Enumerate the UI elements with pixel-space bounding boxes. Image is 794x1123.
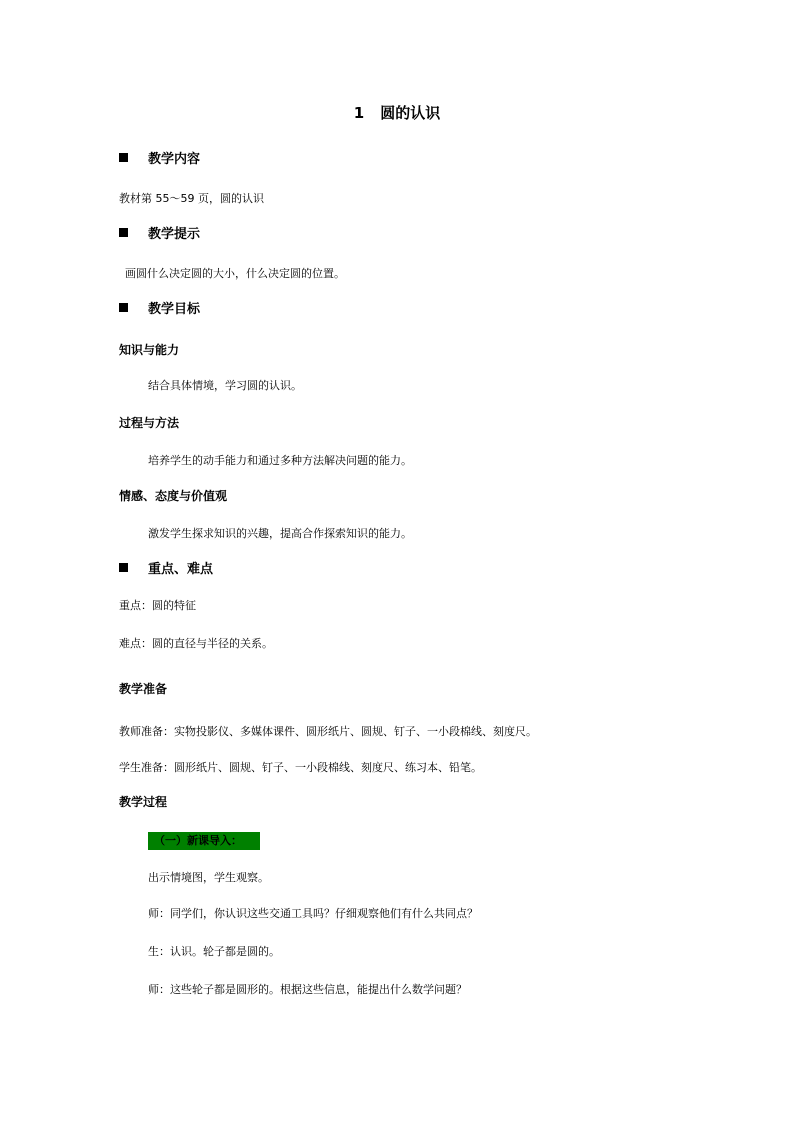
process-line: 出示情境图，学生观察。 [148,871,269,884]
section-heading-keypoints: 重点、难点 [119,563,213,576]
section-heading-hint: 教学提示 [119,228,200,241]
goal-label-attitude: 情感、态度与价值观 [119,489,228,503]
title-number: 1 [353,104,365,122]
square-bullet-icon [119,153,128,162]
goal-text-knowledge: 结合具体情境，学习圆的认识。 [148,379,302,392]
square-bullet-icon [119,303,128,312]
highlighted-step-label: （一）新课导入： [148,832,260,850]
goal-label-process: 过程与方法 [119,416,180,430]
hint-text: 画圆什么决定圆的大小，什么决定圆的位置。 [125,267,345,280]
page-title [0,106,794,121]
section-heading-process: 教学过程 [119,795,168,809]
process-line: 生：认识。轮子都是圆的。 [148,945,280,958]
keypoint-text: 重点：圆的特征 [119,599,196,612]
content-text: 教材第 55～59 页，圆的认识 [119,192,264,205]
student-preparation-text: 学生准备：圆形纸片、圆规、钉子、一小段棉线、刻度尺、练习本、铅笔。 [119,761,482,774]
goal-text-attitude: 激发学生探求知识的兴趣，提高合作探索知识的能力。 [148,527,412,540]
title-text: 圆的认识 [380,104,441,122]
section-heading-goals: 教学目标 [119,303,200,316]
process-line: 师：同学们，你认识这些交通工具吗？仔细观察他们有什么共同点？ [148,907,478,920]
section-heading-preparation: 教学准备 [119,682,168,696]
square-bullet-icon [119,563,128,572]
square-bullet-icon [119,228,128,237]
goal-text-process: 培养学生的动手能力和通过多种方法解决问题的能力。 [148,454,412,467]
process-line: 师：这些轮子都是圆形的。根据这些信息，能提出什么数学问题？ [148,983,467,996]
section-heading-content: 教学内容 [119,153,200,166]
goal-label-knowledge: 知识与能力 [119,343,180,357]
teacher-preparation-text: 教师准备：实物投影仪、多媒体课件、圆形纸片、圆规、钉子、一小段棉线、刻度尺。 [119,725,537,738]
difficulty-text: 难点：圆的直径与半径的关系。 [119,637,273,650]
